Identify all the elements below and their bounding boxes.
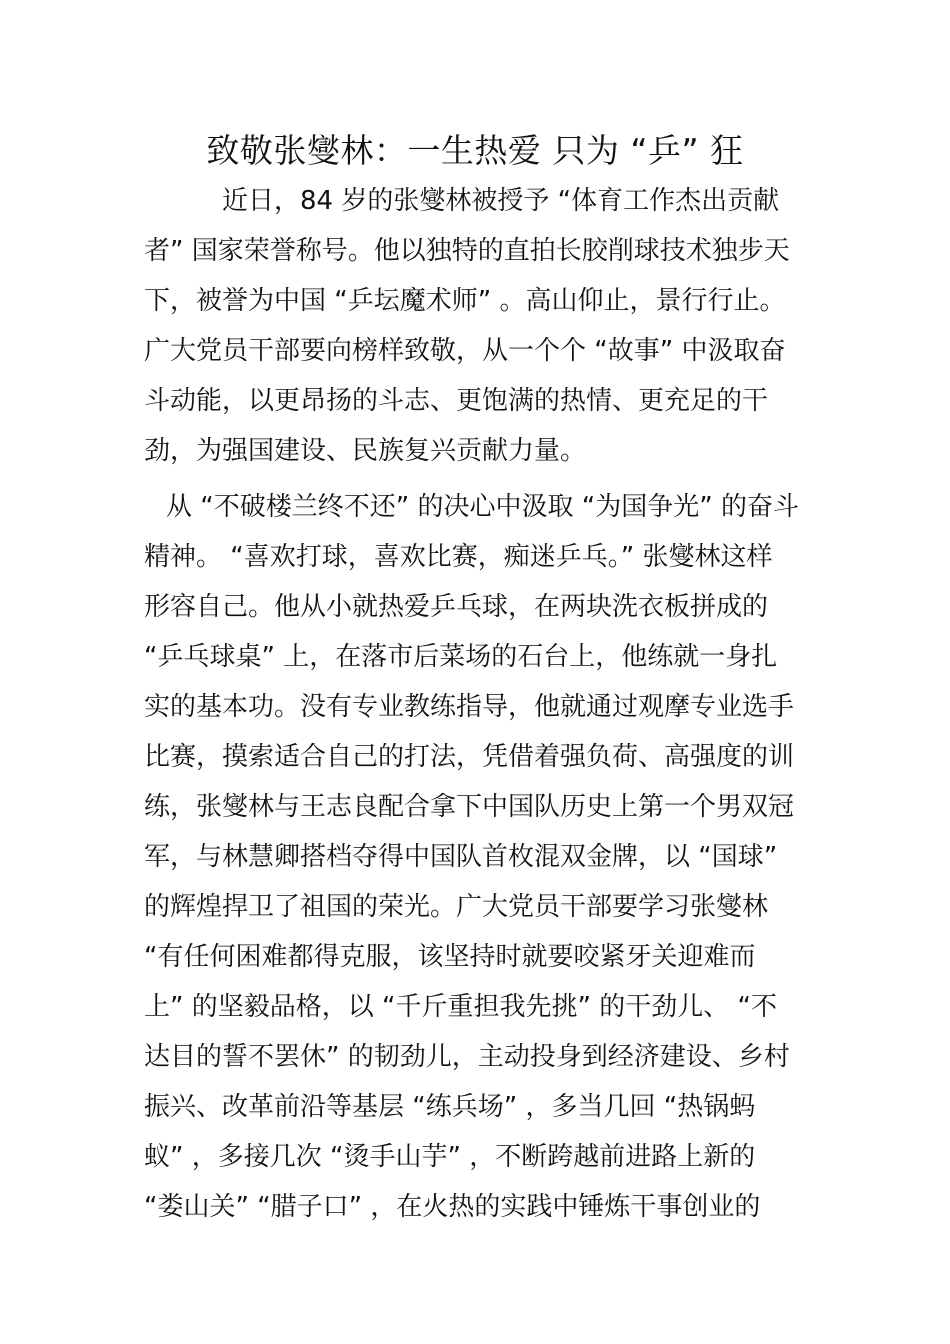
- paragraph-line: 的辉煌捍卫了祖国的荣光。广大党员干部要学习张燮林: [144, 892, 769, 922]
- paragraph-line: “娄山关” “腊子口” ，在火热的实践中锤炼干事创业的: [144, 1192, 761, 1222]
- paragraph-1: [144, 176, 814, 476]
- paragraph-line: 振兴、改革前沿等基层 “练兵场” ，多当几回 “热锅蚂: [144, 1092, 756, 1122]
- document-body: [144, 176, 814, 1232]
- paragraph-line: 从 “不破楼兰终不还” 的决心中汲取 “为国争光” 的奋斗: [166, 492, 799, 522]
- paragraph-line: 达目的誓不罢休” 的韧劲儿，主动投身到经济建设、乡村: [144, 1042, 790, 1072]
- paragraph-line: 精神。 “喜欢打球，喜欢比赛，痴迷乒乓。” 张燮林这样: [144, 542, 773, 572]
- paragraph-line: 近日，84 岁的张燮林被授予 “体育工作杰出贡献: [222, 186, 780, 216]
- paragraph-line: “有任何困难都得克服，该坚持时就要咬紧牙关迎难而: [144, 942, 756, 972]
- paragraph-line: 形容自己。他从小就热爱乒乓球，在两块洗衣板拼成的: [144, 592, 769, 622]
- paragraph-line: 军，与林慧卿搭档夺得中国队首枚混双金牌，以 “国球”: [144, 842, 778, 872]
- paragraph-line: 者” 国家荣誉称号。他以独特的直拍长胶削球技术独步天: [144, 236, 790, 266]
- paragraph-line: 劲，为强国建设、民族复兴贡献力量。: [144, 436, 587, 466]
- paragraph-line: 斗动能，以更昂扬的斗志、更饱满的热情、更充足的干: [144, 386, 769, 416]
- paragraph-line: 上” 的坚毅品格，以 “千斤重担我先挑” 的干劲儿、 “不: [144, 992, 777, 1022]
- paragraph-line: 下，被誉为中国 “乒坛魔术师” 。高山仰止，景行行止。: [144, 286, 786, 316]
- paragraph-2: [144, 482, 814, 1232]
- paragraph-line: 蚁” ，多接几次 “烫手山芋” ，不断跨越前进路上新的: [144, 1142, 756, 1172]
- paragraph-line: 比赛，摸索适合自己的打法，凭借着强负荷、高强度的训: [144, 742, 795, 772]
- document-title: 致敬张燮林：一生热爱 只为 “乒” 狂: [206, 131, 744, 170]
- paragraph-line: “乒乓球桌” 上，在落市后菜场的石台上，他练就一身扎: [144, 642, 778, 672]
- paragraph-line: 广大党员干部要向榜样致敬，从一个个 “故事” 中汲取奋: [144, 336, 786, 366]
- paragraph-line: 练，张燮林与王志良配合拿下中国队历史上第一个男双冠: [144, 792, 795, 822]
- paragraph-line: 实的基本功。没有专业教练指导，他就通过观摩专业选手: [144, 692, 795, 722]
